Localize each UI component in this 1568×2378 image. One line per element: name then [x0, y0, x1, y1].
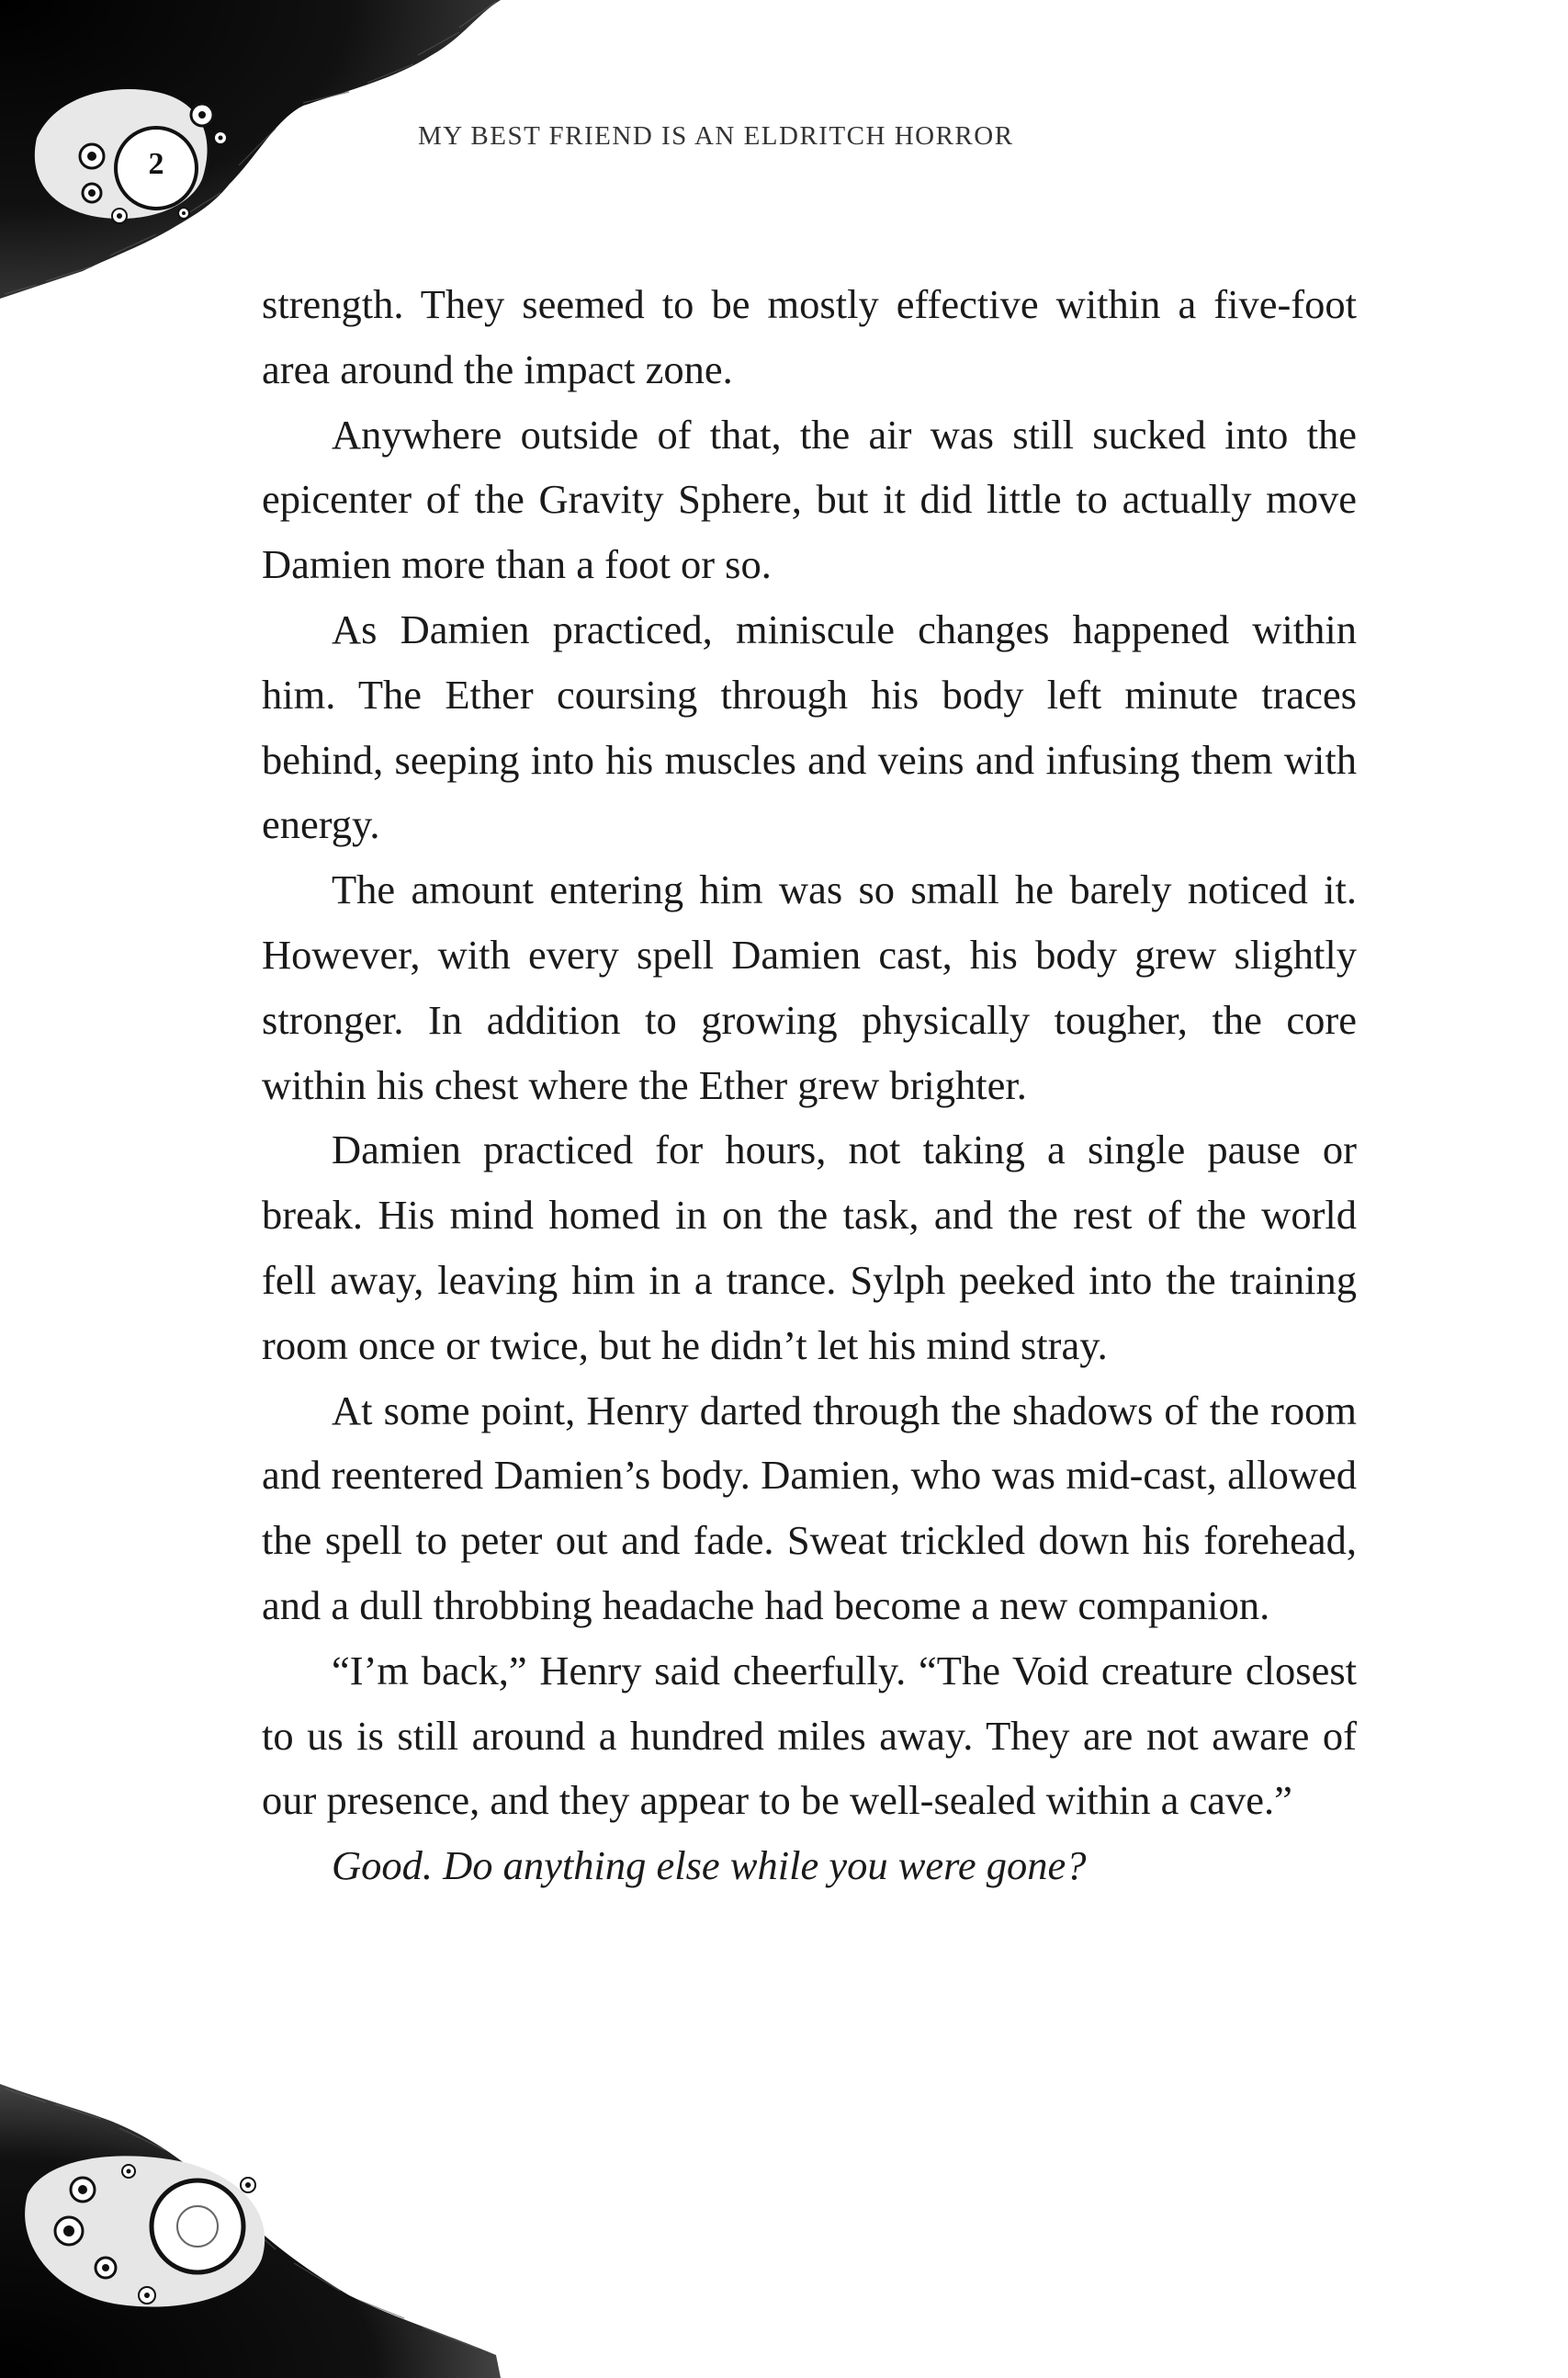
page-number: 2 [148, 147, 164, 181]
eldritch-eye-illustration-bottom [0, 2084, 514, 2378]
eldritch-eye-illustration-top [0, 0, 514, 303]
paragraph: strength. They seemed to be mostly effective within a five-foot area around the impact zone. [262, 281, 1357, 392]
paragraph: Anywhere outside of that, the air was still sucked into the epicenter of the Gravity Sphere, but it did little to actually move Damien more than a foot or so. [262, 411, 1357, 588]
paragraph: As Damien practiced, miniscule changes happened within him. The Ether coursing through his body left minute traces behind, seeping into his muscles and veins and infusing them with energy. [262, 606, 1357, 848]
paragraph: The amount entering him was so small he barely noticed it. However, with every spell Damien cast, his body grew slightly stronger. In addition to growing physically tougher, the core within his chest where the Ether grew brighter. [262, 866, 1357, 1108]
running-head: MY BEST FRIEND IS AN ELDRITCH HORROR [418, 121, 1014, 151]
paragraph: “I’m back,” Henry said cheerfully. “The Void creature closest to us is still around a hundred miles away. They are not aware of our presence, and they appear to be well-sealed within a cave.” [262, 1647, 1357, 1824]
paragraph: Damien practiced for hours, not taking a single pause or break. His mind homed in on the task, and the rest of the world fell away, leaving him in a trance. Sylph peeked into the training room once or twice, but he didn’t let his mind stray. [262, 1127, 1357, 1368]
paragraph-thought: Good. Do anything else while you were gone? [332, 1842, 1087, 1889]
paragraph: At some point, Henry darted through the shadows of the room and reentered Damien’s body. Damien, who was mid-cast, allowed the spell to peter out and fade. Sweat trickled down his forehead, and a dull throbbing headache had become a new companion. [262, 1387, 1357, 1628]
body-text [262, 272, 1357, 1898]
